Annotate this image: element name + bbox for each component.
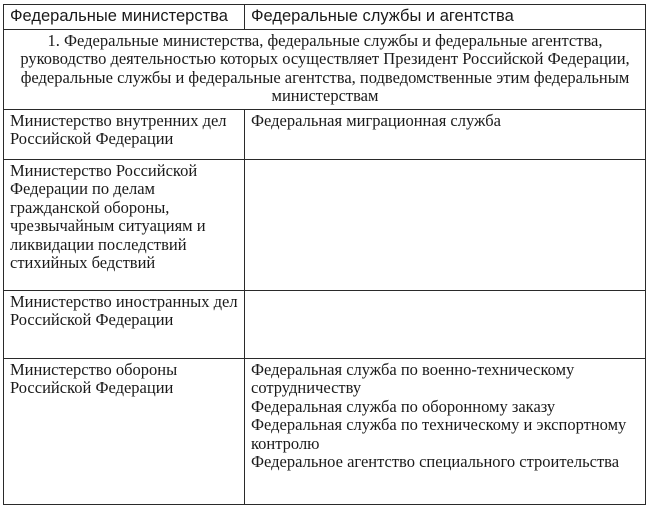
section-title: 1. Федеральные министерства, федеральные службы и федеральные агентства, руководство деятельностью которых осуществляет Президент Российской Федерации, федеральные службы и федеральные агентства, подведомственные этим федеральным министерствам [4, 29, 646, 109]
table-row [4, 109, 646, 159]
service-item: Федеральная миграционная служба [251, 110, 501, 130]
service-item: Федеральная служба по военно-техническому сотрудничеству [251, 359, 575, 397]
table-row [4, 290, 646, 358]
service-item: Федеральная служба по оборонному заказу [251, 396, 556, 416]
ministry-cell: Министерство иностранных дел Российской Федерации [4, 290, 245, 358]
service-item: Федеральное агентство специального строительства [251, 452, 620, 471]
header-services: Федеральные службы и агентства [245, 5, 646, 30]
services-cell [245, 290, 646, 358]
header-ministries: Федеральные министерства [4, 5, 245, 30]
services-cell [245, 109, 646, 159]
services-cell [245, 358, 646, 504]
ministry-cell: Министерство внутренних дел Российской Федерации [4, 109, 245, 159]
services-cell [245, 159, 646, 290]
ministry-cell: Министерство Российской Федерации по делам гражданской обороны, чрезвычайным ситуациям и ликвидации последствий стихийных бедствий [4, 159, 245, 290]
service-item: Федеральная служба по техническому и экспортному контролю [251, 415, 627, 453]
header-row [4, 5, 646, 30]
table-row [4, 159, 646, 290]
ministry-cell: Министерство обороны Российской Федерации [4, 358, 245, 504]
ministries-table [3, 4, 646, 505]
section-row [4, 29, 646, 109]
table-row [4, 358, 646, 504]
